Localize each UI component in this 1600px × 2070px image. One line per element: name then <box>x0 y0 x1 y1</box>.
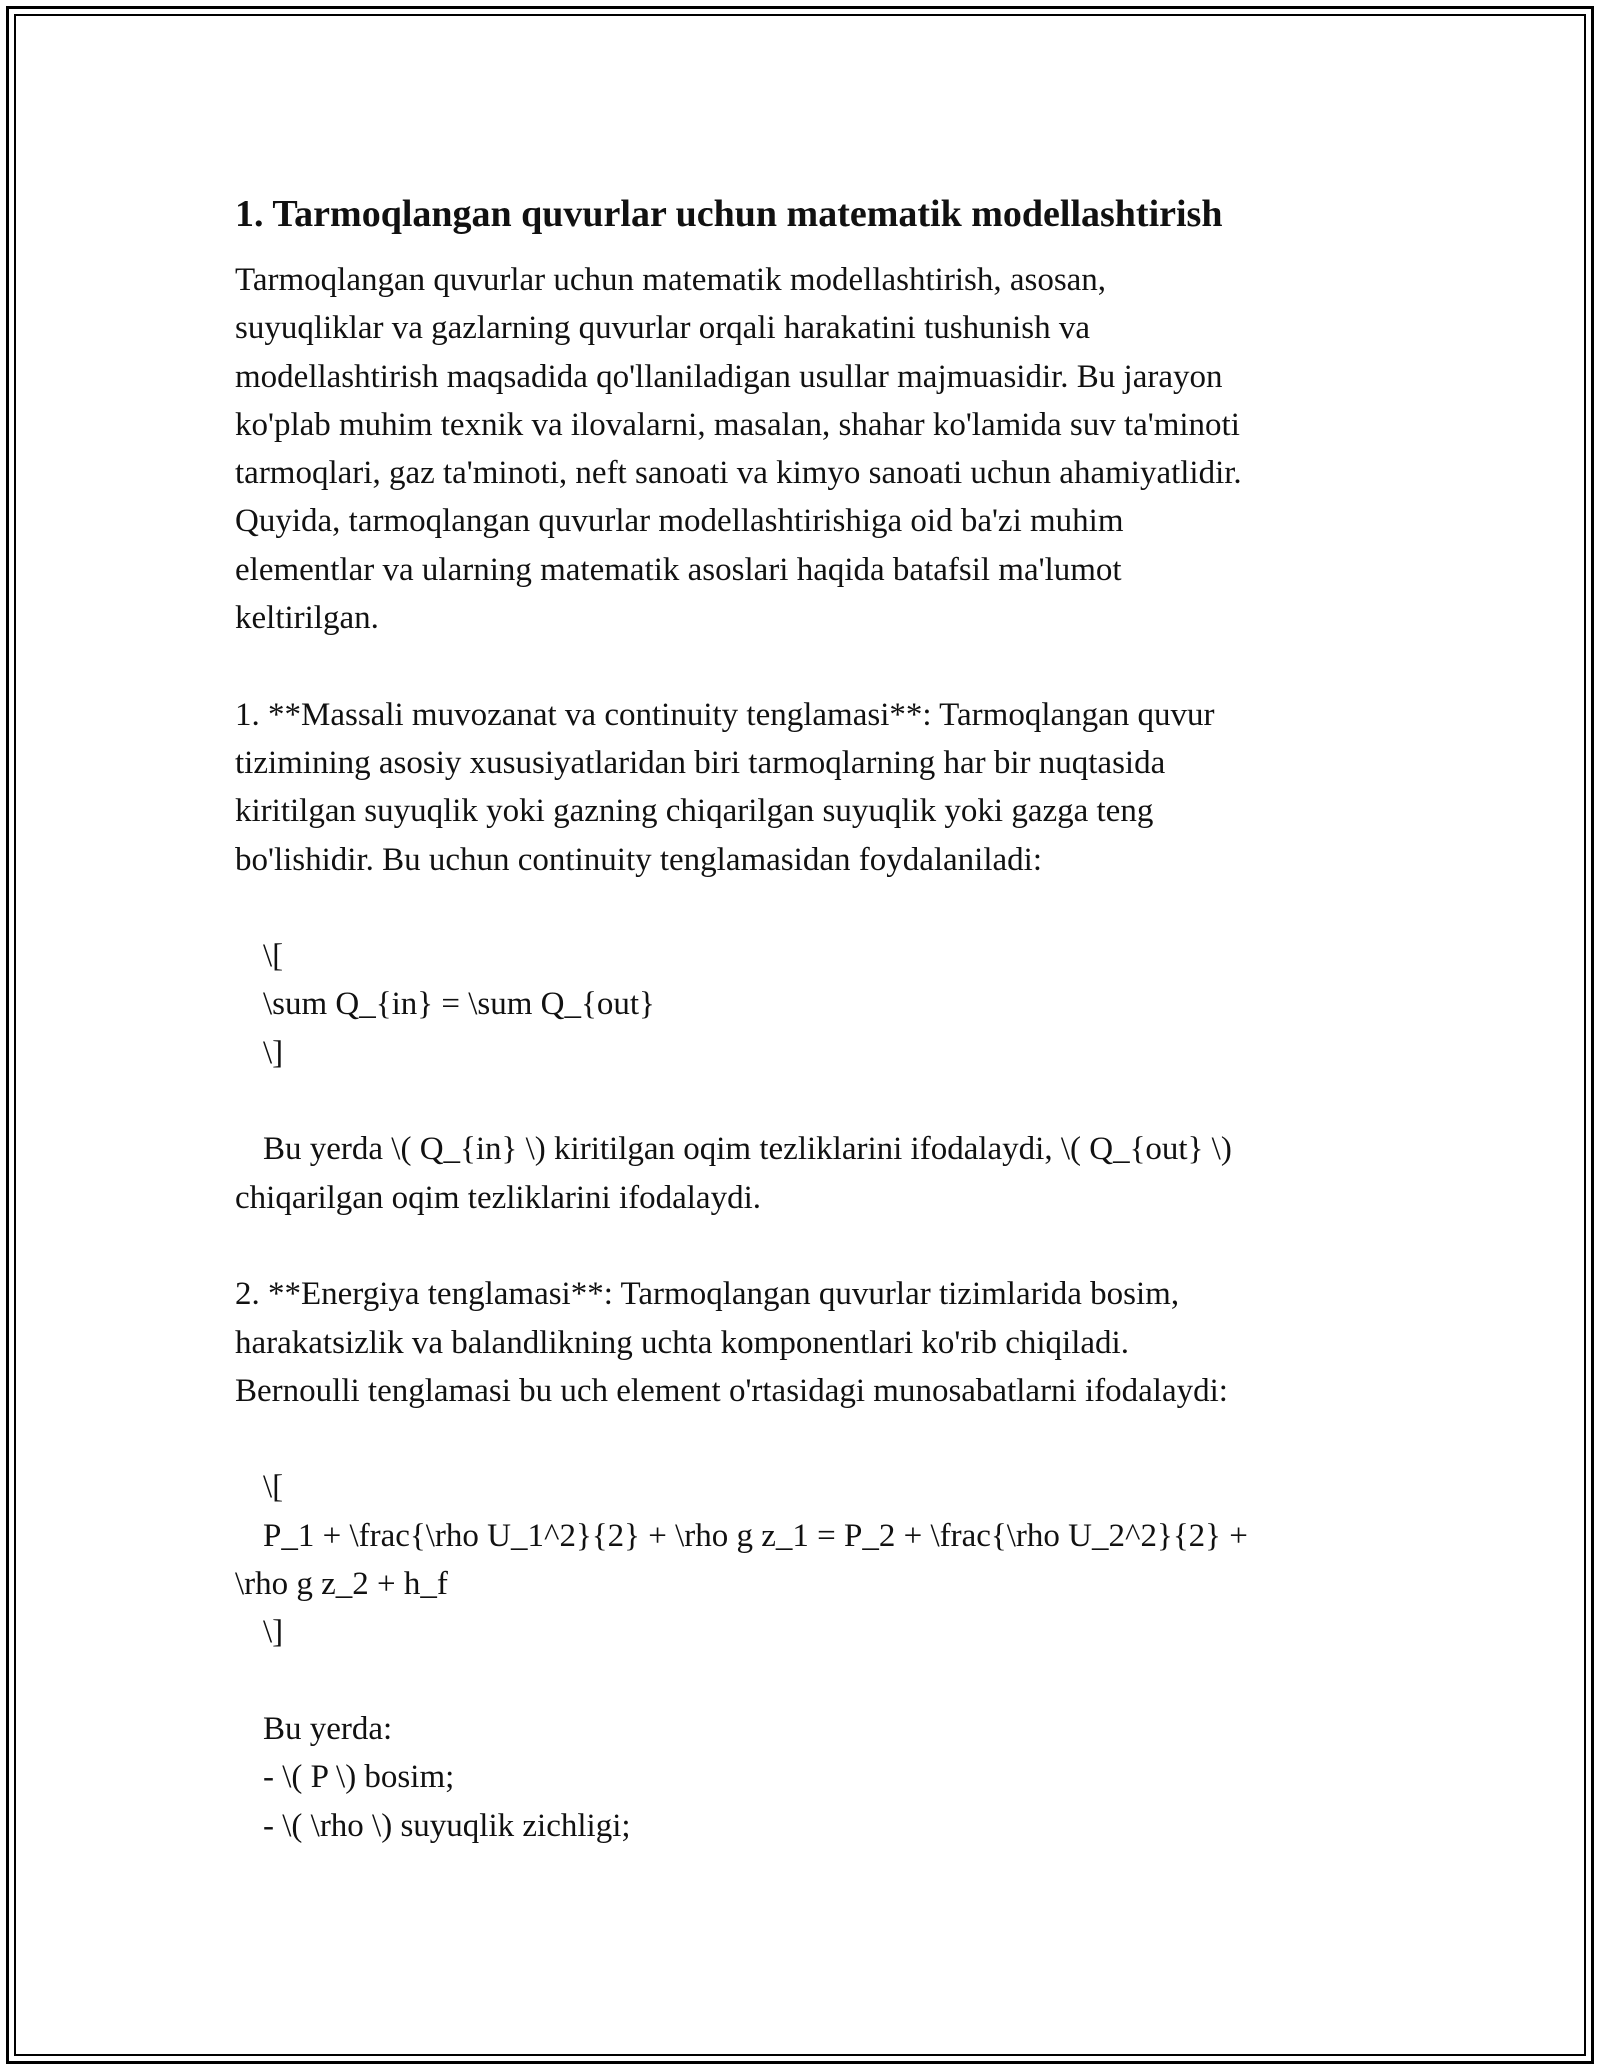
intro-line: tarmoqlari, gaz ta'minoti, neft sanoati va kimyo sanoati uchun ahamiyatlidir. <box>235 455 1242 492</box>
intro-line: keltirilgan. <box>235 600 379 637</box>
spacer <box>235 1657 1365 1705</box>
intro-line: ko'plab muhim texnik va ilovalarni, masalan, shahar ko'lamida suv ta'minoti <box>235 406 1240 443</box>
formula-line: \[ <box>263 1469 284 1506</box>
document-title: 1. Tarmoqlangan quvurlar uchun matematik modellashtirish <box>235 193 1223 235</box>
section-2-paragraph <box>235 1270 1365 1415</box>
section-2-line: Bernoulli tenglamasi bu uch element o'rtasidagi munosabatlarni ifodalaydi: <box>235 1372 1228 1409</box>
section-1-line: bo'lishidir. Bu uchun continuity tenglamasidan foydalaniladi: <box>235 841 1042 878</box>
section-1-line: 1. **Massali muvozanat va continuity tenglamasi**: Tarmoqlangan quvur <box>235 696 1215 733</box>
formula-line: \rho g z_2 + h_f <box>235 1566 448 1603</box>
continuity-formula <box>235 932 1365 1077</box>
spacer <box>235 1077 1365 1125</box>
bernoulli-formula <box>235 1463 1365 1656</box>
intro-line: modellashtirish maqsadida qo'llaniladigan usullar majmuasidir. Bu jarayon <box>235 358 1223 395</box>
intro-line: Tarmoqlangan quvurlar uchun matematik modellashtirish, asosan, <box>235 262 1107 298</box>
note-line: Bu yerda \( Q_{in} \) kiritilgan oqim tezliklarini ifodalaydi, \( Q_{out} \) <box>263 1131 1232 1168</box>
intro-line: elementlar va ularning matematik asoslari haqida batafsil ma'lumot <box>235 551 1122 588</box>
intro-paragraph <box>235 256 1365 642</box>
intro-line: Quyida, tarmoqlangan quvurlar modellashtirishiga oid ba'zi muhim <box>235 503 1124 540</box>
section-1-paragraph <box>235 691 1365 884</box>
document-body <box>235 188 1365 1850</box>
formula-line: \[ <box>263 938 284 975</box>
where-label: Bu yerda: <box>263 1710 393 1747</box>
intro-line: suyuqliklar va gazlarning quvurlar orqali harakatini tushunish va <box>235 310 1091 347</box>
section-1-line: kiritilgan suyuqlik yoki gazning chiqarilgan suyuqlik yoki gazga teng <box>235 793 1154 830</box>
spacer <box>235 1222 1365 1270</box>
spacer <box>235 1415 1365 1463</box>
where-item: - \( P \) bosim; <box>263 1759 455 1796</box>
spacer <box>235 642 1365 690</box>
where-list <box>235 1705 1365 1850</box>
continuity-note <box>235 1125 1365 1222</box>
spacer <box>235 884 1365 932</box>
section-1-line: tizimining asosiy xususiyatlaridan biri tarmoqlarning har bir nuqtasida <box>235 744 1166 781</box>
formula-line: P_1 + \frac{\rho U_1^2}{2} + \rho g z_1 = P_2 + \frac{\rho U_2^2}{2} + <box>263 1517 1248 1554</box>
formula-line: \] <box>263 1034 284 1071</box>
section-2-line: harakatsizlik va balandlikning uchta komponentlari ko'rib chiqiladi. <box>235 1324 1129 1361</box>
section-2-line: 2. **Energiya tenglamasi**: Tarmoqlangan quvurlar tizimlarida bosim, <box>235 1276 1180 1313</box>
note-line: chiqarilgan oqim tezliklarini ifodalaydi. <box>235 1179 762 1216</box>
where-item: - \( \rho \) suyuqlik zichligi; <box>263 1807 631 1844</box>
formula-line: \] <box>263 1614 284 1651</box>
formula-line: \sum Q_{in} = \sum Q_{out} <box>263 986 655 1023</box>
